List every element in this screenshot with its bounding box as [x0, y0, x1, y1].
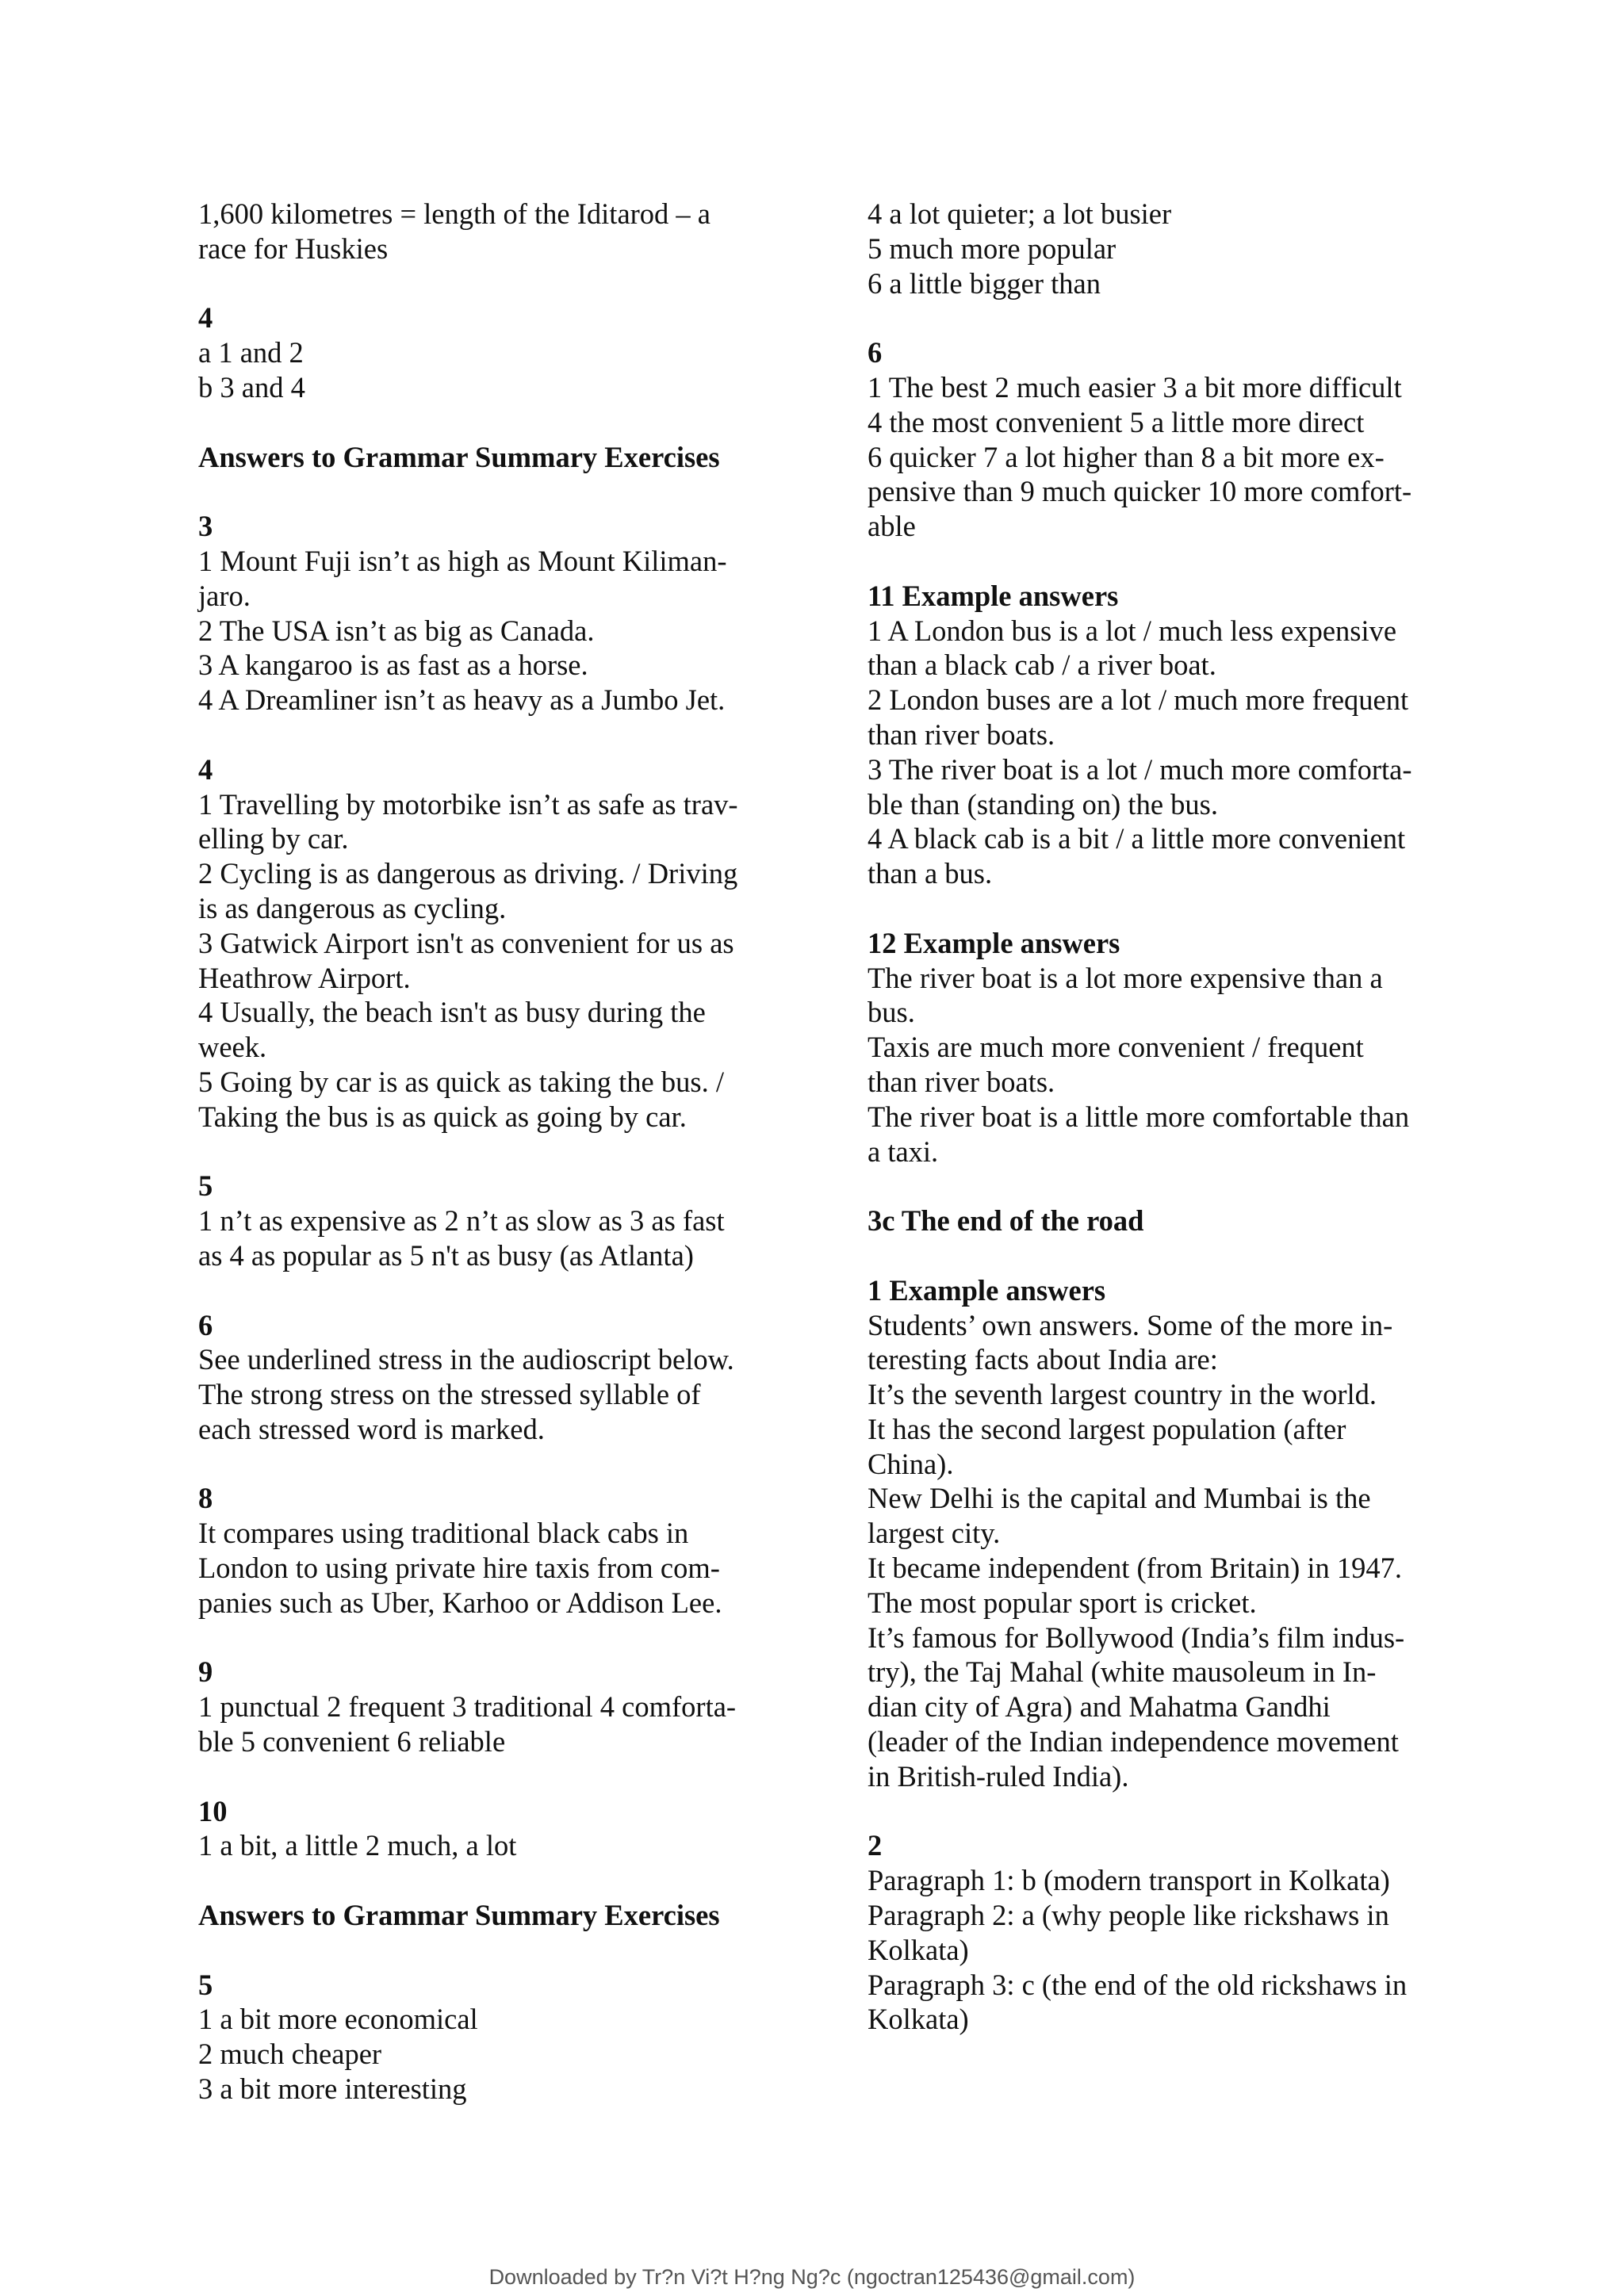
- answer-line: 1,600 kilometres = length of the Iditarod – a: [198, 197, 711, 230]
- answer-line: It has the second largest population (after: [868, 1412, 1346, 1445]
- answer-line: 3 a bit more interesting: [198, 2072, 467, 2106]
- answer-line: Students’ own answers. Some of the more in-: [868, 1308, 1393, 1341]
- answer-line: 2 much cheaper: [198, 2038, 382, 2071]
- section-heading: 6: [868, 336, 883, 369]
- answer-line: 2 London buses are a lot / much more frequent: [868, 683, 1409, 717]
- answer-block: [198, 1655, 785, 1758]
- answer-line: each stressed word is marked.: [198, 1412, 545, 1445]
- section-heading: 3: [198, 510, 213, 543]
- answer-line: is as dangerous as cycling.: [198, 891, 507, 924]
- answer-line: China).: [868, 1447, 954, 1480]
- answer-line: 2 Cycling is as dangerous as driving. / Driving: [198, 857, 738, 890]
- answer-line: jaro.: [198, 579, 251, 612]
- answer-block: [198, 1898, 785, 1933]
- answer-line: 6 quicker 7 a lot higher than 8 a bit more ex-: [868, 440, 1385, 473]
- answer-line: It’s famous for Bollywood (India’s film indus-: [868, 1621, 1405, 1654]
- answer-block: [198, 300, 785, 404]
- answer-line: 5 Going by car is as quick as taking the bus. /: [198, 1065, 724, 1098]
- section-heading: 2: [868, 1829, 883, 1862]
- answer-line: It’s the seventh largest country in the world.: [868, 1378, 1377, 1411]
- answer-block: [868, 926, 1446, 1169]
- answer-block: [198, 1481, 785, 1620]
- answer-block: [198, 440, 785, 475]
- section-heading: 10: [198, 1794, 228, 1827]
- answer-line: in British-ruled India).: [868, 1759, 1129, 1793]
- answer-block: [868, 335, 1446, 544]
- answer-line: 3 The river boat is a lot / much more comforta-: [868, 752, 1412, 786]
- answer-line: 1 a bit, a little 2 much, a lot: [198, 1829, 517, 1862]
- section-heading: 6: [198, 1308, 213, 1341]
- answer-line: try), the Taj Mahal (white mausoleum in In-: [868, 1655, 1377, 1689]
- section-heading: 4: [198, 752, 213, 786]
- answer-line: It compares using traditional black cabs in: [198, 1517, 689, 1550]
- answer-line: 1 n’t as expensive as 2 n’t as slow as 3 as fast: [198, 1204, 725, 1238]
- answer-line: 3 Gatwick Airport isn't as convenient for us as: [198, 926, 734, 959]
- answer-line: (leader of the Indian independence movement: [868, 1725, 1399, 1758]
- answer-block: [868, 1203, 1446, 1238]
- right-column: [868, 197, 1446, 2072]
- answer-line: ble 5 convenient 6 reliable: [198, 1725, 506, 1758]
- answer-line: panies such as Uber, Karhoo or Addison Lee.: [198, 1586, 722, 1619]
- answer-line: See underlined stress in the audioscript below.: [198, 1343, 734, 1376]
- answer-block: [198, 197, 785, 266]
- answer-line: The most popular sport is cricket.: [868, 1586, 1257, 1619]
- answer-line: 5 much more popular: [868, 232, 1116, 265]
- answer-block: [198, 509, 785, 718]
- answer-line: 1 Mount Fuji isn’t as high as Mount Kiliman-: [198, 544, 727, 577]
- answer-line: It became independent (from Britain) in 1947.: [868, 1552, 1403, 1585]
- answer-block: [868, 197, 1446, 300]
- answer-block: [198, 1169, 785, 1272]
- answer-block: [868, 1273, 1446, 1794]
- answer-line: New Delhi is the capital and Mumbai is the: [868, 1482, 1371, 1515]
- answer-line: 1 The best 2 much easier 3 a bit more difficult: [868, 370, 1402, 404]
- answer-line: The river boat is a little more comfortable than: [868, 1100, 1410, 1133]
- section-heading: 8: [198, 1482, 213, 1515]
- answer-line: 3 A kangaroo is as fast as a horse.: [198, 649, 588, 682]
- answer-block: [198, 1308, 785, 1447]
- answer-line: 4 Usually, the beach isn't as busy during the: [198, 996, 706, 1029]
- section-heading: 5: [198, 1968, 213, 2001]
- answer-line: than river boats.: [868, 718, 1055, 751]
- answer-line: than a black cab / a river boat.: [868, 649, 1216, 682]
- answer-line: Paragraph 2: a (why people like rickshaws in: [868, 1899, 1389, 1932]
- section-heading: 3c The end of the road: [868, 1204, 1144, 1238]
- answer-line: dian city of Agra) and Mahatma Gandhi: [868, 1690, 1331, 1724]
- download-footer: Downloaded by Tr?n Vi?t H?ng Ng?c (ngoctran125436@gmail.com): [488, 2265, 1136, 2289]
- answer-line: Taking the bus is as quick as going by car.: [198, 1100, 687, 1133]
- answer-line: 4 a lot quieter; a lot busier: [868, 197, 1172, 230]
- section-heading: 5: [198, 1169, 213, 1203]
- section-heading: 9: [198, 1655, 213, 1689]
- answer-block: [198, 752, 785, 1135]
- answer-line: race for Huskies: [198, 232, 389, 265]
- answer-line: Kolkata): [868, 2003, 969, 2036]
- section-heading: 1 Example answers: [868, 1273, 1106, 1307]
- answer-line: week.: [198, 1031, 267, 1064]
- answer-line: Kolkata): [868, 1933, 969, 1966]
- answer-line: Heathrow Airport.: [198, 961, 411, 994]
- answer-block: [198, 1794, 785, 1864]
- answer-line: than a bus.: [868, 857, 993, 890]
- answer-line: able: [868, 510, 916, 543]
- answer-line: The strong stress on the stressed syllable of: [198, 1378, 701, 1411]
- answer-line: 4 the most convenient 5 a little more direct: [868, 405, 1365, 438]
- section-heading: Answers to Grammar Summary Exercises: [198, 1899, 720, 1932]
- answer-line: bus.: [868, 996, 915, 1029]
- answer-line: a taxi.: [868, 1135, 939, 1168]
- answer-line: 6 a little bigger than: [868, 266, 1101, 300]
- answer-line: Taxis are much more convenient / frequent: [868, 1031, 1364, 1064]
- answer-block: [868, 1828, 1446, 2037]
- answer-line: teresting facts about India are:: [868, 1343, 1218, 1376]
- left-column: [198, 197, 785, 2141]
- answer-line: 1 punctual 2 frequent 3 traditional 4 comforta-: [198, 1690, 737, 1724]
- answer-line: as 4 as popular as 5 n't as busy (as Atlanta): [198, 1238, 694, 1272]
- answer-line: 1 A London bus is a lot / much less expensive: [868, 614, 1397, 647]
- answer-line: London to using private hire taxis from com-: [198, 1552, 720, 1585]
- answer-line: 4 A black cab is a bit / a little more convenient: [868, 822, 1406, 855]
- answer-block: [198, 1968, 785, 2107]
- answer-line: 1 Travelling by motorbike isn’t as safe as trav-: [198, 787, 738, 821]
- section-heading: 12 Example answers: [868, 926, 1120, 959]
- answer-line: a 1 and 2: [198, 336, 304, 369]
- answer-block: [868, 579, 1446, 891]
- answer-line: largest city.: [868, 1517, 1001, 1550]
- answer-line: elling by car.: [198, 822, 349, 855]
- answer-line: 4 A Dreamliner isn’t as heavy as a Jumbo Jet.: [198, 683, 726, 717]
- answer-line: 2 The USA isn’t as big as Canada.: [198, 614, 595, 647]
- answer-line: ble than (standing on) the bus.: [868, 787, 1218, 821]
- section-heading: 11 Example answers: [868, 579, 1119, 612]
- section-heading: 4: [198, 301, 213, 335]
- section-heading: Answers to Grammar Summary Exercises: [198, 440, 720, 473]
- answer-line: Paragraph 3: c (the end of the old rickshaws in: [868, 1968, 1408, 2001]
- answer-line: 1 a bit more economical: [198, 2003, 478, 2036]
- answer-line: Paragraph 1: b (modern transport in Kolkata): [868, 1864, 1390, 1897]
- answer-line: than river boats.: [868, 1065, 1055, 1098]
- answer-line: b 3 and 4: [198, 370, 305, 404]
- answer-line: pensive than 9 much quicker 10 more comfort-: [868, 475, 1412, 508]
- answer-line: The river boat is a lot more expensive than a: [868, 961, 1383, 994]
